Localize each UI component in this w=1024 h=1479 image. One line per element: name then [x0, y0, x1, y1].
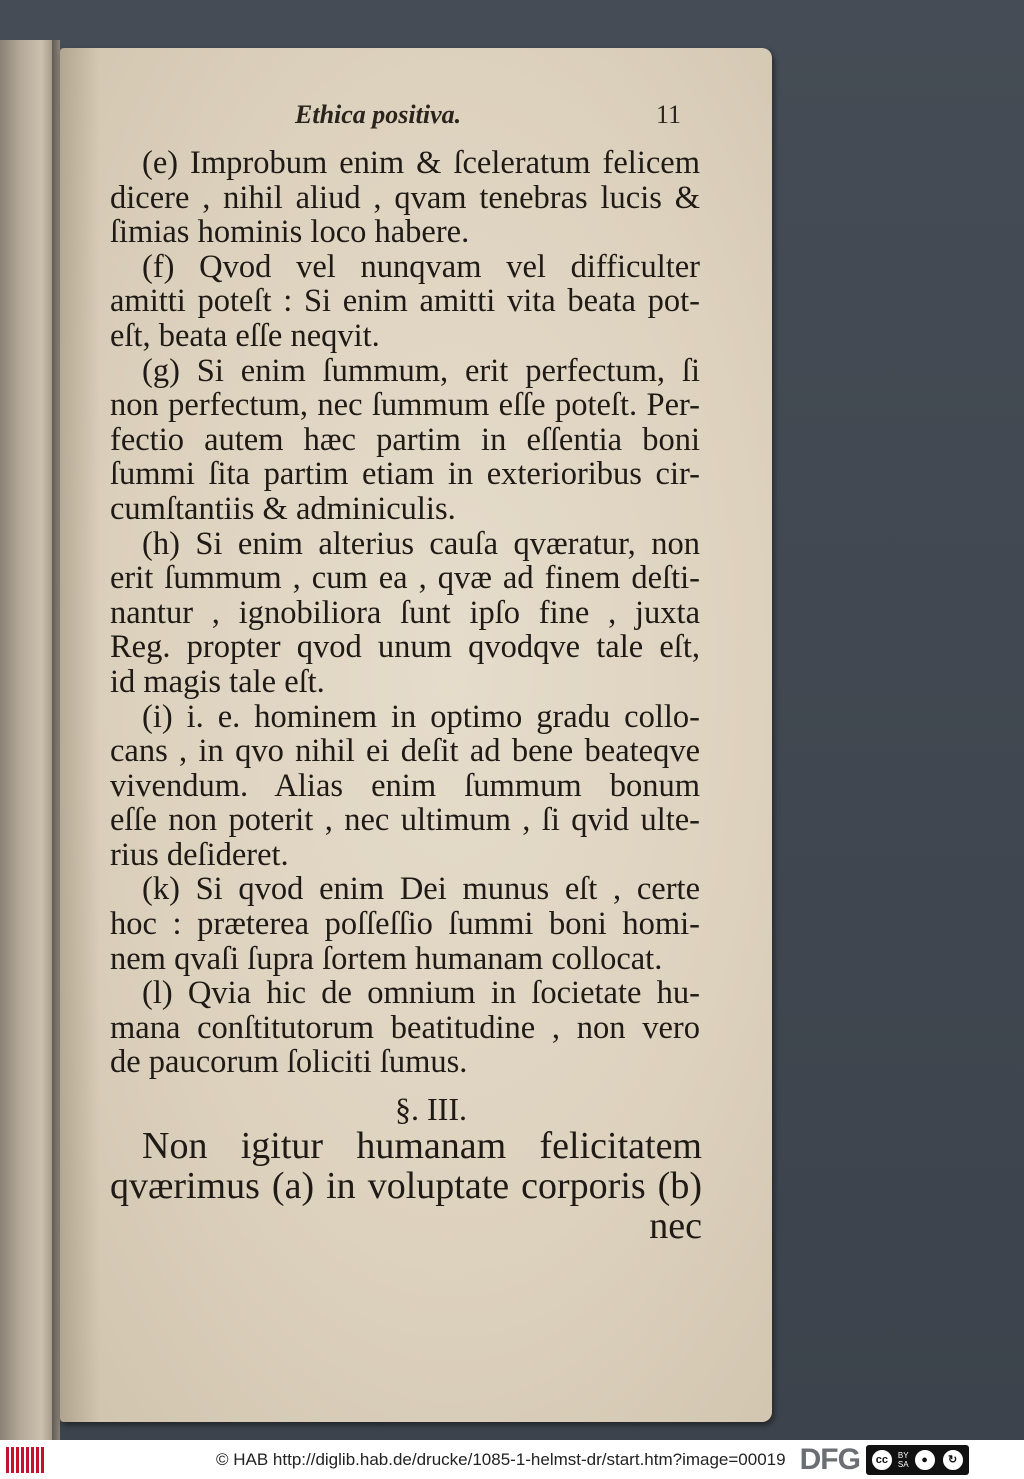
main-text: [110, 1126, 702, 1246]
note-line: non perfectum, nec ſummum eſſe poteſt. Per-: [110, 387, 700, 424]
note-line: erit ſummum , cum ea , qvæ ad finem deſti-: [110, 560, 700, 597]
section-heading: §. III.: [395, 1091, 467, 1127]
copyright-link[interactable]: © HAB http://diglib.hab.de/drucke/1085-1-helmst-dr/start.htm?image=00019: [216, 1449, 786, 1469]
note-line: rius deſideret.: [110, 836, 289, 873]
note-line: (l) Qvia hic de omnium in ſocietate hu-: [142, 975, 700, 1012]
viewer-footer: [0, 1440, 1024, 1479]
dfg-logo[interactable]: DFG: [799, 1442, 860, 1476]
note-line: cumſtantiis & adminiculis.: [110, 490, 456, 527]
note-line: vivendum. Alias enim ſummum bonum: [110, 767, 700, 804]
note-line: de paucorum ſoliciti ſumus.: [110, 1044, 468, 1081]
note-line: cans , in qvo nihil ei deſit ad bene beateqve: [110, 733, 700, 770]
running-head: Ethica positiva.: [295, 100, 462, 129]
cc-icon: cc: [870, 1448, 894, 1472]
note-line: ſummi ſita partim etiam in exterioribus cir-: [110, 456, 700, 493]
note-line: nem qvaſi ſupra ſortem humanam collocat.: [110, 940, 663, 977]
hab-barcode-icon: [6, 1447, 46, 1473]
note-k: [110, 872, 700, 976]
note-h: [110, 527, 700, 700]
note-e: [110, 146, 700, 250]
body-line: Non igitur humanam felicitatem: [142, 1125, 702, 1167]
book-page: [60, 48, 772, 1422]
note-line: fectio autem hæc partim in eſſentia boni: [110, 421, 700, 458]
share-alike-icon: ↻: [941, 1448, 965, 1472]
note-line: id magis tale eſt.: [110, 663, 325, 700]
note-line: nantur , ignobiliora ſunt ipſo fine , juxta: [110, 594, 700, 631]
note-line: eſt, beata eſſe neqvit.: [110, 317, 380, 354]
note-line: (h) Si enim alterius cauſa qværatur, non: [142, 525, 700, 562]
note-line: (f) Qvod vel nunqvam vel difficulter: [142, 248, 700, 285]
note-line: hoc : præterea poſſeſſio ſummi boni homi-: [110, 906, 700, 943]
previous-page-edge: [0, 40, 54, 1440]
note-line: (e) Improbum enim & ſceleratum felicem: [142, 145, 700, 181]
note-line: (i) i. e. hominem in optimo gradu collo-: [142, 698, 700, 735]
page-number: 11: [656, 100, 682, 129]
note-g: [110, 354, 700, 527]
license-labels: [898, 1451, 909, 1469]
attribution-icon: ●: [913, 1448, 937, 1472]
note-line: Reg. propter qvod unum qvodqve tale eſt,: [110, 629, 700, 666]
note-line: (k) Si qvod enim Dei munus eſt , certe: [142, 871, 700, 908]
cc-license-badge[interactable]: [866, 1445, 969, 1475]
note-line: ſimias hominis loco habere.: [110, 214, 470, 251]
note-line: mana conſtitutorum beatitudine , non vero: [110, 1009, 700, 1046]
note-line: eſſe non poterit , nec ultimum , ſi qvid ulte-: [110, 802, 700, 839]
body-line: qværimus (a) in voluptate corporis (b): [110, 1165, 702, 1207]
note-i: [110, 700, 700, 873]
note-line: amitti poteſt : Si enim amitti vita beata pot-: [110, 283, 700, 320]
note-f: [110, 250, 700, 354]
sa-label: SA: [897, 1459, 909, 1469]
note-line: dicere , nihil aliud , qvam tenebras lucis &: [110, 179, 700, 216]
note-l: [110, 976, 700, 1080]
by-label: BY: [897, 1450, 909, 1460]
catchword: nec: [649, 1205, 702, 1247]
note-line: (g) Si enim ſummum, erit perfectum, ſi: [142, 352, 700, 389]
footnotes: [110, 146, 700, 1080]
